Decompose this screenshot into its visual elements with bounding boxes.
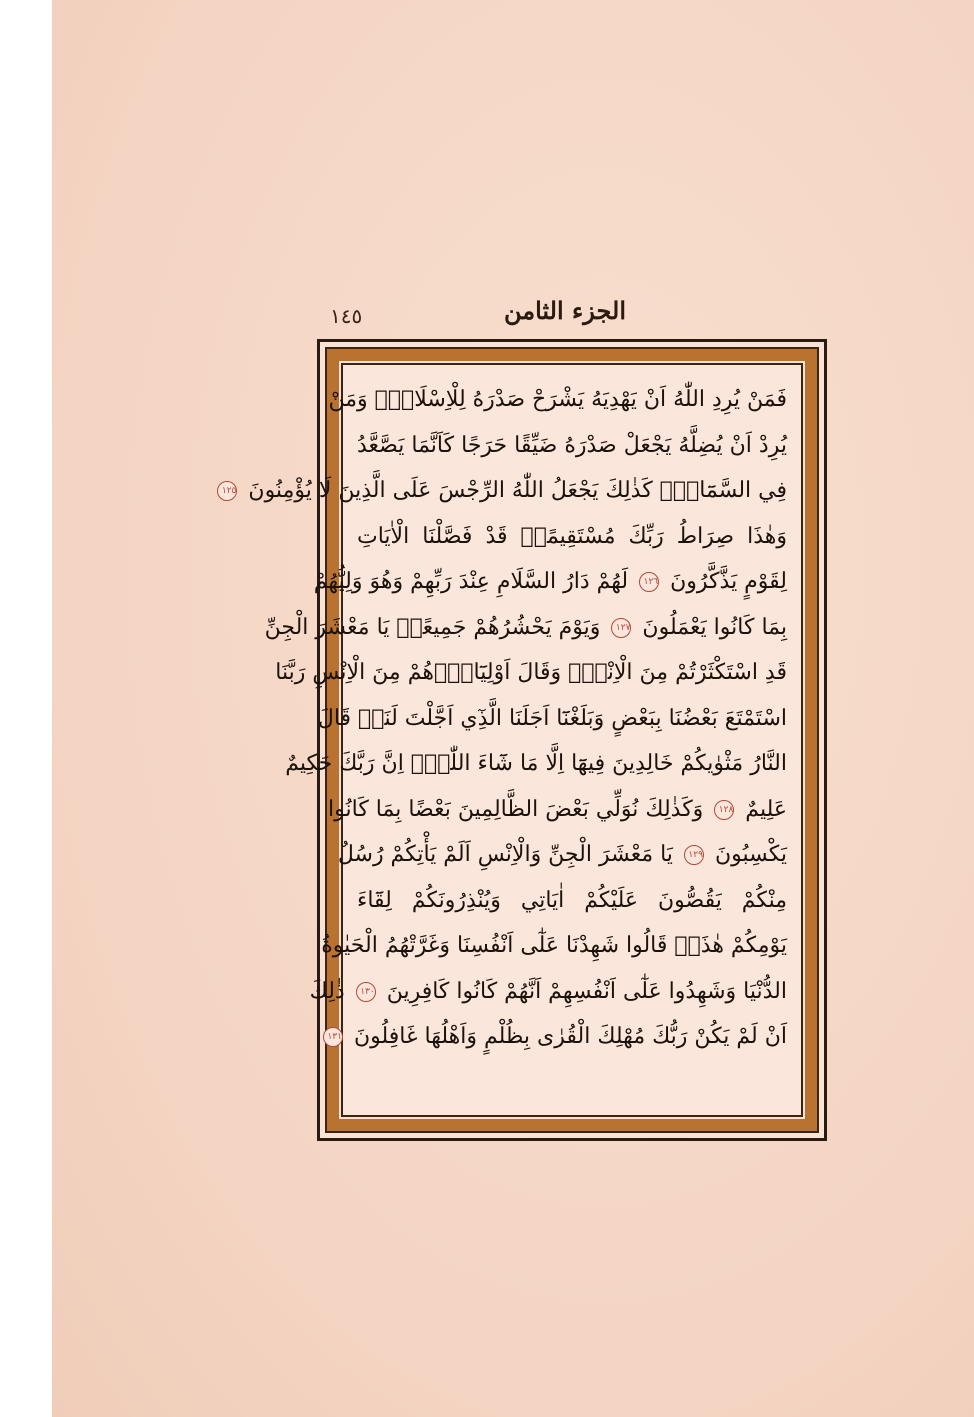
line-text: يَا مَعْشَرَ الْجِنِّ وَالْاِنْسِ اَلَمْ يَأْتِكُمْ رُسُلٌ <box>337 842 673 867</box>
text-line <box>317 696 787 742</box>
line-text: اسْتَمْتَعَ بَعْضُنَا بِبَعْضٍ وَبَلَغْنَٓا اَجَلَنَا الَّذِٓي اَجَّلْتَ لَنَاۜ قَالَ <box>317 705 787 731</box>
text-line <box>321 923 787 969</box>
page-header <box>320 296 826 336</box>
line-text: ذٰلِكَ <box>309 978 345 1004</box>
line-text: عَلِيمٌ <box>745 796 787 822</box>
line-text: لَهُمْ دَارُ السَّلَامِ عِنْدَ رَبِّهِمْ وَهُوَ وَلِيُّهُمْ <box>313 569 629 594</box>
text-line <box>357 423 787 469</box>
text-line <box>309 969 787 1015</box>
line-text: وَيَوْمَ يَحْشُرُهُمْ جَمِيعًاۚ يَا مَعْشَرَ الْجِنِّ <box>264 614 601 640</box>
ayah-marker: ١٣٠ <box>356 982 376 1002</box>
juz-title: الجزء الثامن <box>503 296 626 325</box>
text-line <box>221 468 787 514</box>
line-text: يَكْسِبُونَ <box>714 842 787 867</box>
text-line <box>328 787 787 833</box>
text-frame <box>221 339 827 1141</box>
text-line <box>285 741 787 787</box>
text-line <box>264 605 787 651</box>
page-number: ١٤٥ <box>330 304 363 328</box>
line-text: لِقَوْمٍ يَذَّكَّرُونَ <box>670 569 787 594</box>
ayah-marker: ١٢٦ <box>639 572 659 592</box>
line-text: وَهٰذَا صِرَاطُ رَبِّكَ مُسْتَقِيمًاۜ قَدْ فَصَّلْنَا الْاٰيَاتِ <box>357 523 787 549</box>
line-text: فِي السَّمَٓاءِۜ كَذٰلِكَ يَجْعَلُ اللّٰهُ الرِّجْسَ عَلَى الَّذِينَ لَا يُؤْمِنُونَ <box>248 478 787 503</box>
line-text: اَنْ لَمْ يَكُنْ رَبُّكَ مُهْلِكَ الْقُرٰى بِظُلْمٍ وَاَهْلُهَا غَافِلُونَ <box>353 1024 787 1049</box>
text-line <box>328 377 787 423</box>
line-text: وَكَذٰلِكَ نُوَلِّي بَعْضَ الظَّالِمِينَ بَعْضًا بِمَا كَانُوا <box>328 796 704 822</box>
text-line <box>357 514 787 560</box>
ayah-marker: ١٢٧ <box>611 618 631 638</box>
line-text: بِمَا كَانُوا يَعْمَلُونَ <box>642 614 787 640</box>
text-line <box>313 559 787 605</box>
line-text: قَدِ اسْتَكْثَرْتُمْ مِنَ الْاِنْسِۚ وَقَالَ اَوْلِيَٓاؤُ۬هُمْ مِنَ الْاِنْسِ رَبَّنَا <box>275 660 787 685</box>
line-text: فَمَنْ يُرِدِ اللّٰهُ اَنْ يَهْدِيَهُ يَشْرَحْ صَدْرَهُ لِلْاِسْلَامِۚ وَمَنْ <box>328 387 787 412</box>
line-text: النَّارُ مَثْوٰيكُمْ خَالِدِينَ فِيهَٓا اِلَّا مَا شَٓاءَ اللّٰهُۜ اِنَّ رَبَّكَ حَكِيمٌ <box>285 751 787 776</box>
text-line <box>327 1014 787 1060</box>
text-line <box>275 650 787 696</box>
text-line <box>337 832 787 878</box>
ayah-marker: ١٢٥ <box>217 481 237 501</box>
line-text: يُرِدْ اَنْ يُضِلَّهُ يَجْعَلْ صَدْرَهُ ضَيِّقًا حَرَجًا كَاَنَّمَا يَصَّعَّدُ <box>357 432 787 458</box>
quran-text <box>221 377 787 1103</box>
line-text: الدُّنْيَا وَشَهِدُوا عَلٰٓى اَنْفُسِهِمْ اَنَّهُمْ كَانُوا كَافِرِينَ <box>386 978 787 1004</box>
ayah-marker: ١٣١ <box>323 1027 343 1047</box>
text-panel <box>221 363 803 1117</box>
ayah-marker: ١٢٩ <box>684 845 704 865</box>
text-line <box>357 878 787 924</box>
line-text: مِنْكُمْ يَقُصُّونَ عَلَيْكُمْ اٰيَاتِي وَيُنْذِرُونَكُمْ لِقَٓاءَ <box>357 887 787 913</box>
line-text: يَوْمِكُمْ هٰذَاۜ قَالُوا شَهِدْنَا عَلٰٓى اَنْفُسِنَا وَغَرَّتْهُمُ الْحَيٰوةُ <box>321 933 787 958</box>
ayah-marker: ١٢٨ <box>714 800 734 820</box>
